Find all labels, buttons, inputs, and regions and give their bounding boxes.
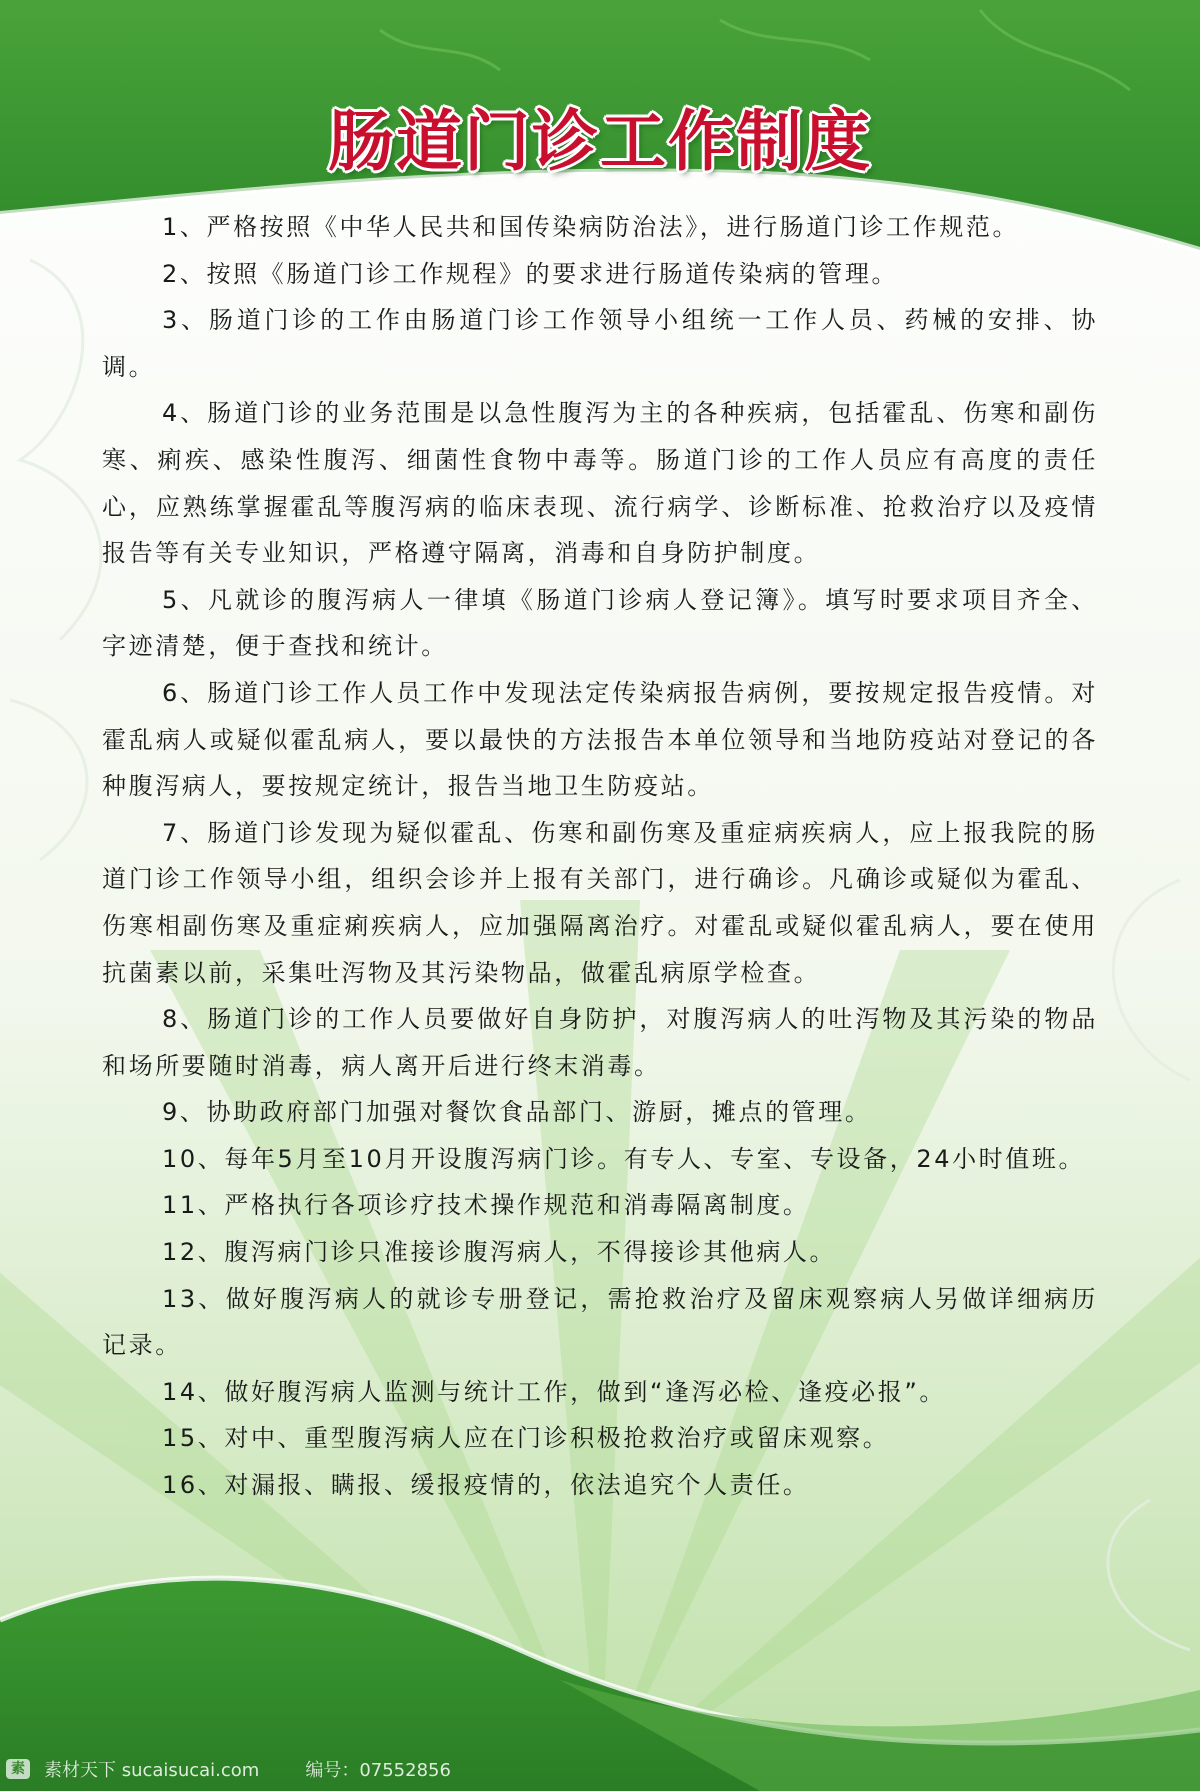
- regulation-item: 7、肠道门诊发现为疑似霍乱、伤寒和副伤寒及重症病疾病人，应上报我院的肠道门诊工作领导小组，组织会诊并上报有关部门，进行确诊。凡确诊或疑似为霍乱、伤寒相副伤寒及重症痢疾病人，应加强隔离治疗。对霍乱或疑似霍乱病人，要在使用抗菌素以前，采集吐泻物及其污染物品，做霍乱病原学检查。: [102, 818, 1098, 987]
- regulation-item: 1、严格按照《中华人民共和国传染病防治法》，进行肠道门诊工作规范。: [162, 213, 1020, 241]
- regulation-item: 10、每年5月至10月开设腹泻病门诊。有专人、专室、专设备，24小时值班。: [162, 1144, 1086, 1173]
- regulation-item: 9、协助政府部门加强对餐饮食品部门、游厨，摊点的管理。: [162, 1098, 872, 1127]
- regulation-item: 12、腹泻病门诊只准接诊腹泻病人，不得接诊其他病人。: [162, 1238, 837, 1267]
- regulation-item: 5、凡就诊的腹泻病人一律填《肠道门诊病人登记簿》。填写时要求项目齐全、字迹清楚，便于查找和统计。: [102, 585, 1098, 661]
- regulation-item: 6、肠道门诊工作人员工作中发现法定传染病报告病例，要按规定报告疫情。对霍乱病人或疑似霍乱病人，要以最快的方法报告本单位领导和当地防疫站对登记的各种腹泻病人，要按规定统计，报告当地卫生防疫站。: [102, 678, 1098, 801]
- regulation-item: 15、对中、重型腹泻病人应在门诊积极抢救治疗或留床观察。: [162, 1424, 890, 1453]
- regulation-item: 16、对漏报、瞒报、缓报疫情的，依法追究个人责任。: [162, 1471, 810, 1500]
- page-title: 肠道门诊工作制度: [328, 102, 872, 180]
- regulation-item: 4、肠道门诊的业务范围是以急性腹泻为主的各种疾病，包括霍乱、伤寒和副伤寒、痢疾、感染性腹泻、细菌性食物中毒等。肠道门诊的工作人员应有高度的责任心，应熟练掌握霍乱等腹泻病的临床表现、流行病学、诊断标准、抢救治疗以及疫情报告等有关专业知识，严格遵守隔离，消毒和自身防护制度。: [102, 399, 1098, 568]
- regulation-item: 3、肠道门诊的工作由肠道门诊工作领导小组统一工作人员、药械的安排、协调。: [102, 306, 1098, 381]
- watermark-logo-icon: 素: [6, 1759, 30, 1779]
- regulation-item: 8、肠道门诊的工作人员要做好自身防护，对腹泻病人的吐泻物及其污染的物品和场所要随时消毒，病人离开后进行终末消毒。: [102, 1005, 1098, 1080]
- regulation-list: [102, 204, 1098, 1509]
- regulation-item: 11、严格执行各项诊疗技术操作规范和消毒隔离制度。: [162, 1191, 810, 1220]
- regulation-item: 13、做好腹泻病人的就诊专册登记，需抢救治疗及留床观察病人另做详细病历记录。: [102, 1284, 1098, 1360]
- watermark-site: 素材天下 sucaisucai.com: [44, 1760, 260, 1781]
- regulation-item: 2、按照《肠道门诊工作规程》的要求进行肠道传染病的管理。: [162, 259, 899, 288]
- watermark: [0, 1754, 451, 1784]
- regulation-item: 14、做好腹泻病人监测与统计工作，做到“逢泻必检、逢疫必报”。: [162, 1377, 947, 1406]
- watermark-code: 编号：07552856: [305, 1760, 451, 1781]
